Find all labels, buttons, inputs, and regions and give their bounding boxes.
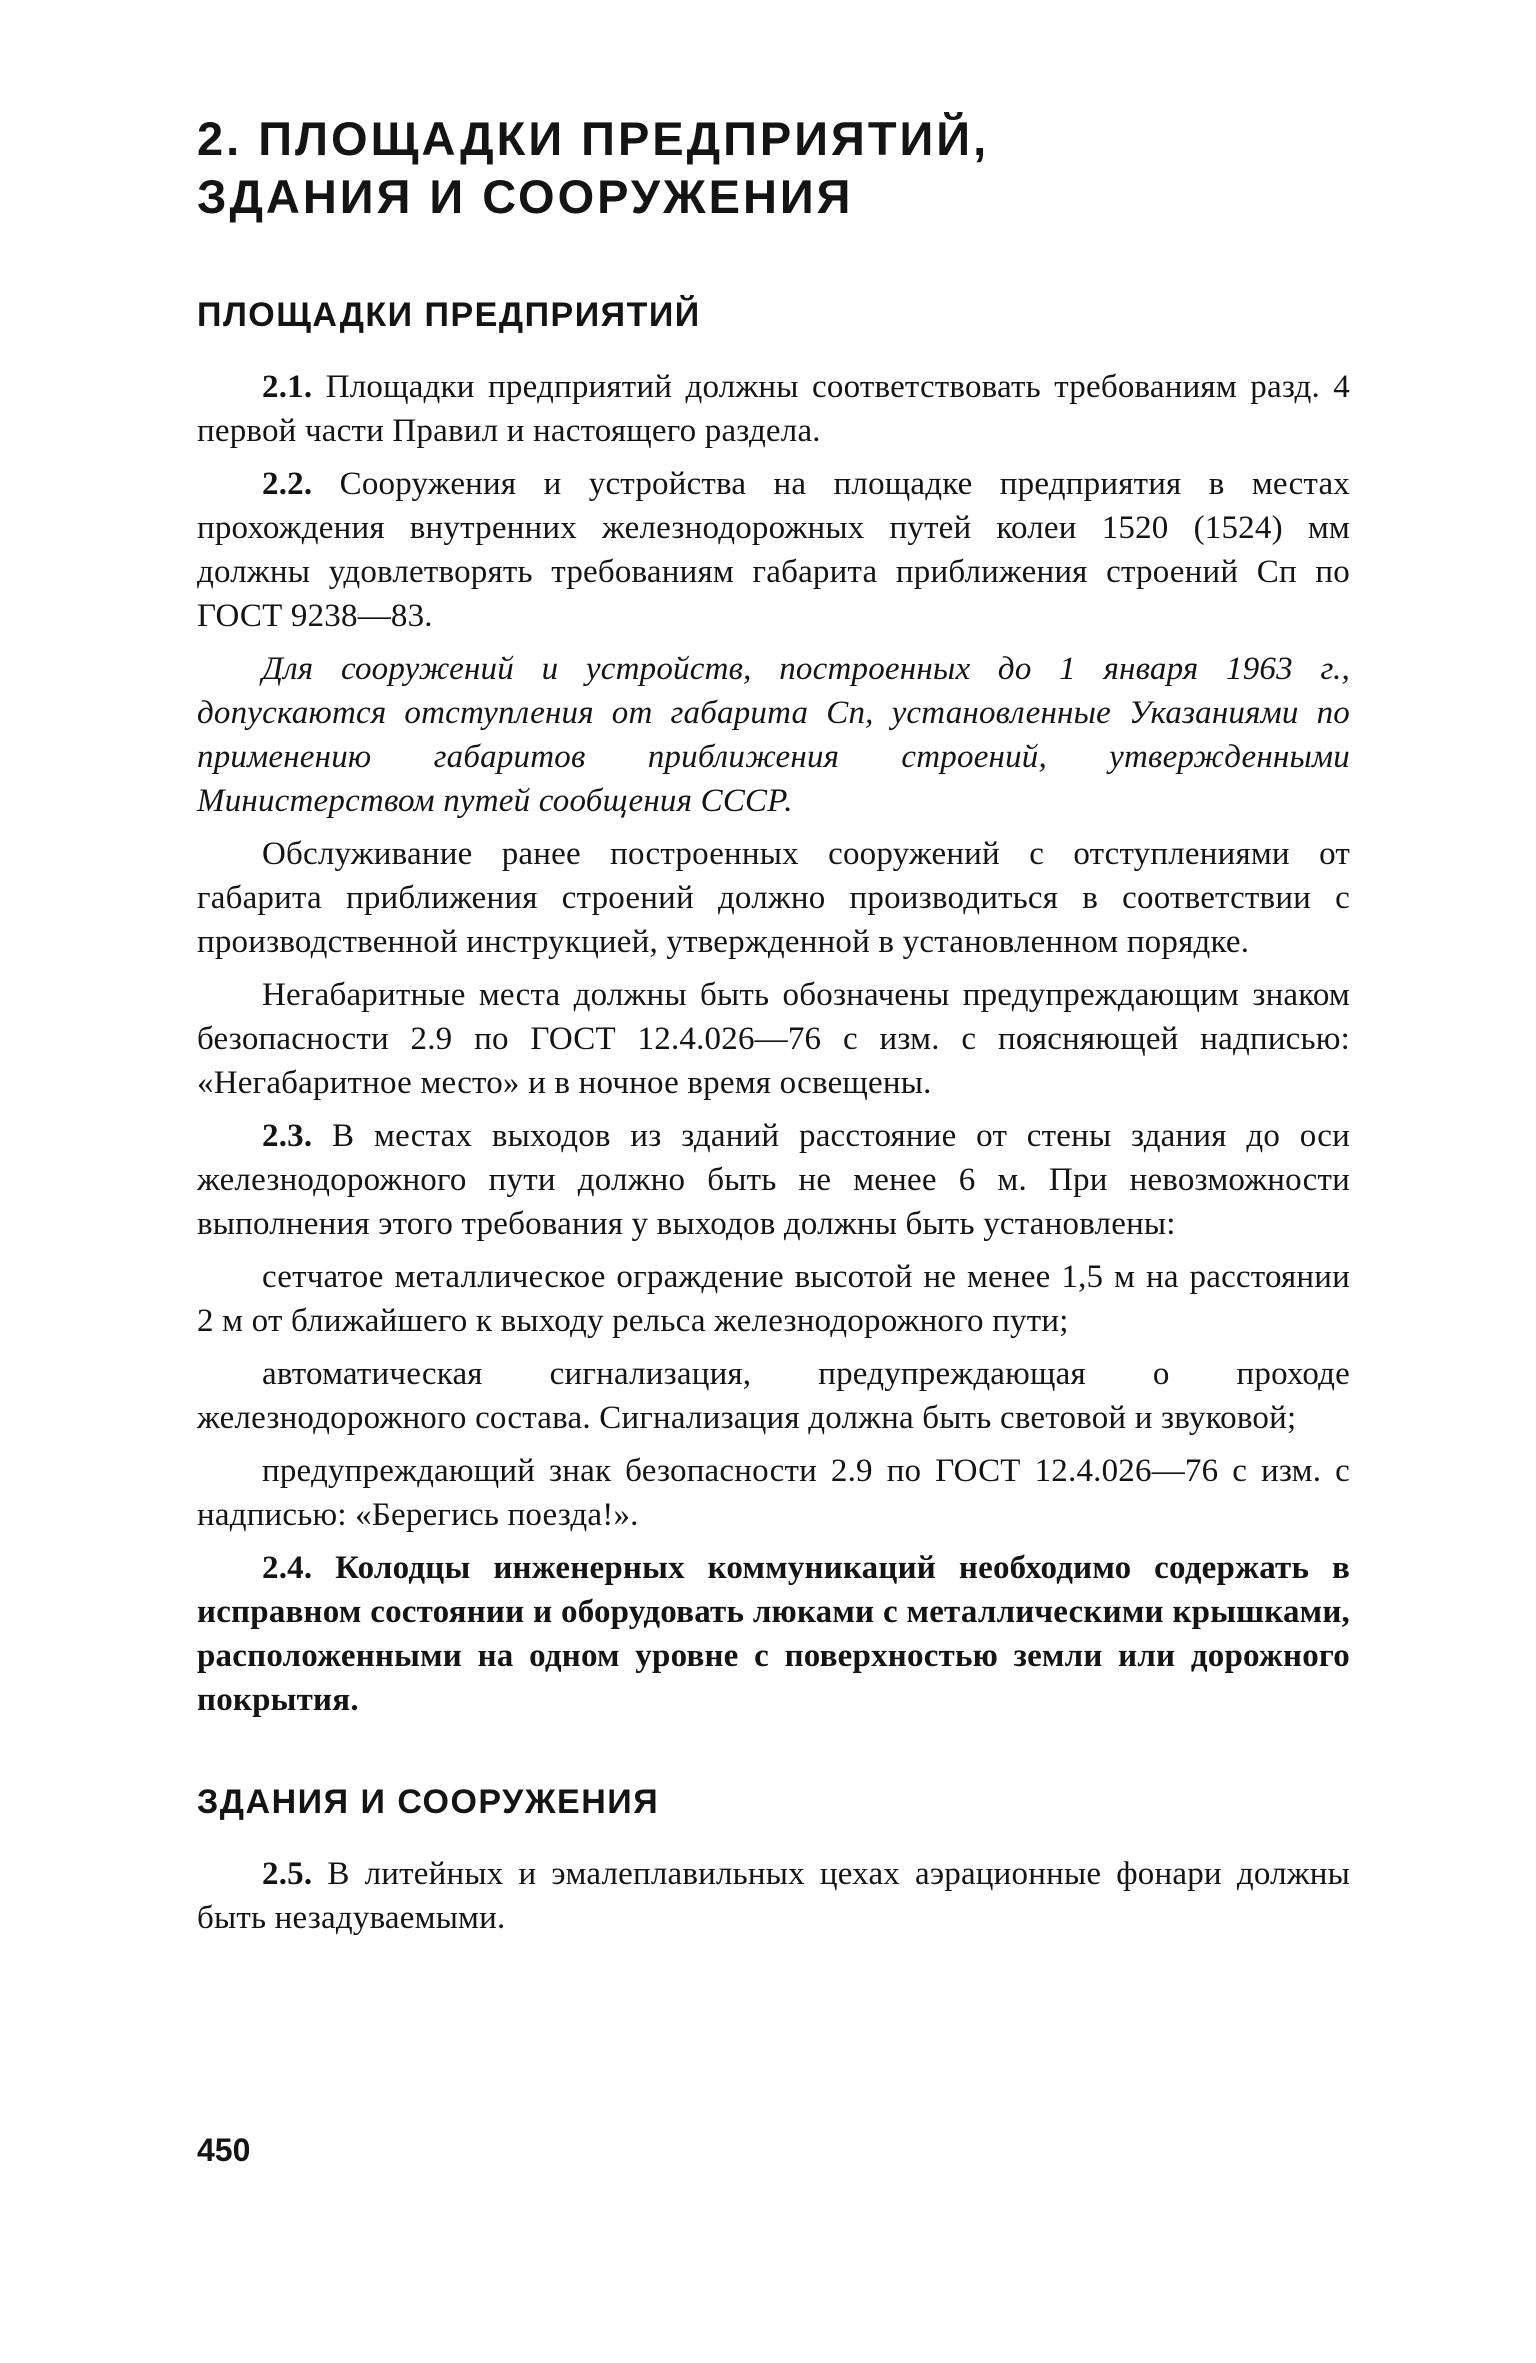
document-page [197,110,1350,1949]
clause-number: 2.3. [262,1118,313,1154]
clause-number: 2.2. [262,466,313,502]
paragraph-text: Площадки предприятий должны соответствовать требованиям разд. 4 первой части Правил и настоящего раздела. [197,369,1350,449]
paragraph-text: предупреждающий знак безопасности 2.9 по ГОСТ 12.4.026—76 с изм. с надписью: «Берегись поезда!». [197,1453,1350,1533]
paragraph-oversize-places [197,973,1350,1105]
section-title-sites: ПЛОЩАДКИ ПРЕДПРИЯТИЙ [197,296,701,334]
paragraph-text: Для сооружений и устройств, построенных до 1 января 1963 г., допускаются отступления от габарита Сп, установленные Указаниями по применению габаритов приближения строений, утвержденными Министерством путей сообщения СССР. [197,651,1350,819]
paragraph-text: Сооружения и устройства на площадке предприятия в местах прохождения внутренних железнодорожных путей колеи 1520 (1524) мм должны удовлетворять требованиям габарита приближения строений Сп по ГОСТ 9238—83. [197,466,1350,634]
paragraph-2-4 [197,1546,1350,1722]
paragraph-text: В местах выходов из зданий расстояние от стены здания до оси железнодорожного пути должно быть не менее 6 м. При невозможности выполнения этого требования у выходов должны быть установлены: [197,1118,1350,1242]
section-title-buildings: ЗДАНИЯ И СООРУЖЕНИЯ [197,1783,660,1821]
clause-number: 2.1. [262,369,313,405]
chapter-title-line-2: ЗДАНИЯ И СООРУЖЕНИЯ [197,170,854,223]
paragraph-2-1 [197,365,1350,453]
clause-number: 2.4. [262,1550,313,1586]
paragraph-2-3 [197,1114,1350,1246]
paragraph-text: автоматическая сигнализация, предупреждающая о проходе железнодорожного состава. Сигнализация должна быть световой и звуковой; [197,1356,1350,1436]
section-buildings-body [197,1852,1350,1940]
paragraph-text: Колодцы инженерных коммуникаций необходимо содержать в исправном состоянии и оборудовать люками с металлическими крышками, расположенными на одном уровне с поверхностью земли или дорожного покрытия. [197,1550,1350,1718]
paragraph-text: сетчатое металлическое ограждение высотой не менее 1,5 м на расстоянии 2 м от ближайшего к выходу рельса железнодорожного пути; [197,1259,1350,1339]
page-number: 450 [197,2132,251,2168]
list-item-signaling [197,1352,1350,1440]
paragraph-text: Негабаритные места должны быть обозначены предупреждающим знаком безопасности 2.9 по ГОСТ 12.4.026—76 с изм. с поясняющей надписью: «Негабаритное место» и в ночное время освещены. [197,977,1350,1101]
paragraph-text: Обслуживание ранее построенных сооружений с отступлениями от габарита приближения строений должно производиться в соответствии с производственной инструкцией, утвержденной в установленном порядке. [197,836,1350,960]
paragraph-exceptions [197,647,1350,823]
clause-number: 2.5. [262,1856,313,1892]
list-item-fence [197,1255,1350,1343]
section-sites-body [197,365,1350,1722]
paragraph-maintenance [197,832,1350,964]
paragraph-2-5 [197,1852,1350,1940]
paragraph-2-2 [197,462,1350,638]
list-item-warning-sign [197,1449,1350,1537]
chapter-title [197,110,1350,226]
chapter-title-line-1: 2. ПЛОЩАДКИ ПРЕДПРИЯТИЙ, [197,112,990,165]
paragraph-text: В литейных и эмалеплавильных цехах аэрационные фонари должны быть незадуваемыми. [197,1856,1350,1936]
